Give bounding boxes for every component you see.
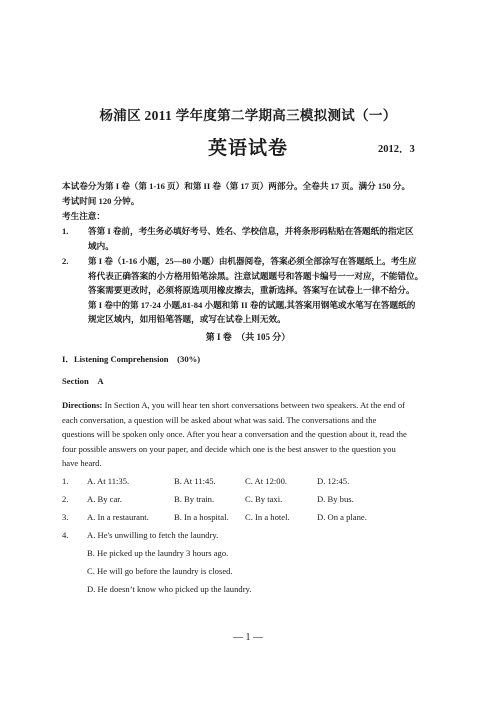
notice-item-1: [62, 224, 436, 253]
question-number: 2.: [62, 494, 69, 504]
directions-line: questions will be spoken only once. After you hear a conversation and the question about it, read the: [62, 429, 407, 440]
directions-line: have heard.: [62, 458, 102, 469]
directions-line: In Section A, you will hear ten short conversations between two speakers. At the end of: [104, 400, 406, 410]
question-row-2: [62, 494, 442, 508]
notice-line: 规定区域内，如用铅笔答题，或写在试卷上则无效。: [88, 314, 286, 324]
notice-line: 域内。: [88, 240, 114, 251]
directions-line: each conversation, a question will be asked about what was said. The conversations and the: [62, 414, 377, 425]
exam-date: 2012．3: [378, 144, 415, 155]
option-b: B. At 11:45.: [174, 476, 216, 486]
option-d: D. 12:45.: [317, 476, 350, 486]
exam-title: 杨浦区 2011 学年度第二学期高三模拟测试（一）: [99, 108, 397, 123]
option-d: D. He doesn’t know who picked up the laundry.: [87, 584, 252, 594]
section-label: Section A: [62, 376, 104, 386]
directions-line: four possible answers on your paper, and decide which one is the best answer to the question you: [62, 443, 396, 454]
notice-line: 答第 I 卷前，考生务必填好考号、姓名、学校信息，并将条形码粘贴在答题纸的指定区: [88, 226, 414, 236]
intro-line-2: 考试时间 120 分钟。: [62, 196, 140, 206]
section-title: I．Listening Comprehension (30%): [62, 354, 201, 364]
notice-line: 第 I 卷中的第 17-24 小题,81-84 小题和第 II 卷的试题,其答案用钢笔或水笔写在答题纸的: [88, 299, 416, 310]
notice-item-2: [62, 254, 436, 327]
option-a: A. At 11:35.: [87, 476, 130, 486]
part-heading: 第 I 卷 （共 105 分）: [205, 332, 291, 342]
directions-label: Directions:: [62, 400, 103, 410]
notice-line: 将代表正确答案的小方格用铅笔涂黑。注意试题题号和答题卡编号一一对应，不能错位。: [88, 270, 424, 281]
notice-line: 第 I 卷（1-16 小题，25—80 小题）由机器阅卷，答案必须全部涂写在答题纸上。考生应: [88, 256, 417, 266]
question-number: 3.: [62, 512, 69, 522]
paper-title: 英语试卷: [207, 138, 288, 159]
question-row-1: [62, 476, 442, 490]
notice-heading: 考生注意：: [62, 211, 105, 221]
option-c: C. He will go before the laundry is closed.: [87, 566, 233, 576]
option-b: B. In a hospital.: [174, 512, 229, 522]
notice-item-number: 1.: [62, 226, 69, 236]
option-b: B. He picked up the laundry 3 hours ago.: [87, 548, 229, 558]
directions: [62, 398, 436, 471]
page-number: — 1 —: [233, 632, 263, 643]
question-number: 1.: [62, 476, 69, 486]
option-c: C. In a hotel.: [245, 512, 290, 522]
option-d: D. By bus.: [317, 494, 354, 504]
question-row-3: [62, 512, 442, 526]
option-b: B. By train.: [174, 494, 215, 504]
option-a: A. In a restaurant.: [87, 512, 149, 522]
question-number: 4.: [62, 530, 69, 540]
option-c: C. At 12:00.: [245, 476, 288, 486]
notice-item-number: 2.: [62, 256, 69, 266]
option-a: A. He's unwilling to fetch the laundry.: [87, 530, 219, 540]
option-c: C. By taxi.: [245, 494, 283, 504]
option-a: A. By car.: [87, 494, 122, 504]
question-row-4: [62, 530, 442, 544]
intro-line-1: 本试卷分为第 I 卷（第 1-16 页）和第 II 卷（第 17 页）两部分。全卷共 17 页。满分 150 分。: [62, 181, 411, 191]
notice-line: 答案需要更改时，必须将原选项用橡皮擦去，重新选择。答案写在试卷上一律不给分。: [88, 285, 415, 295]
option-d: D. On a plane.: [317, 512, 367, 522]
